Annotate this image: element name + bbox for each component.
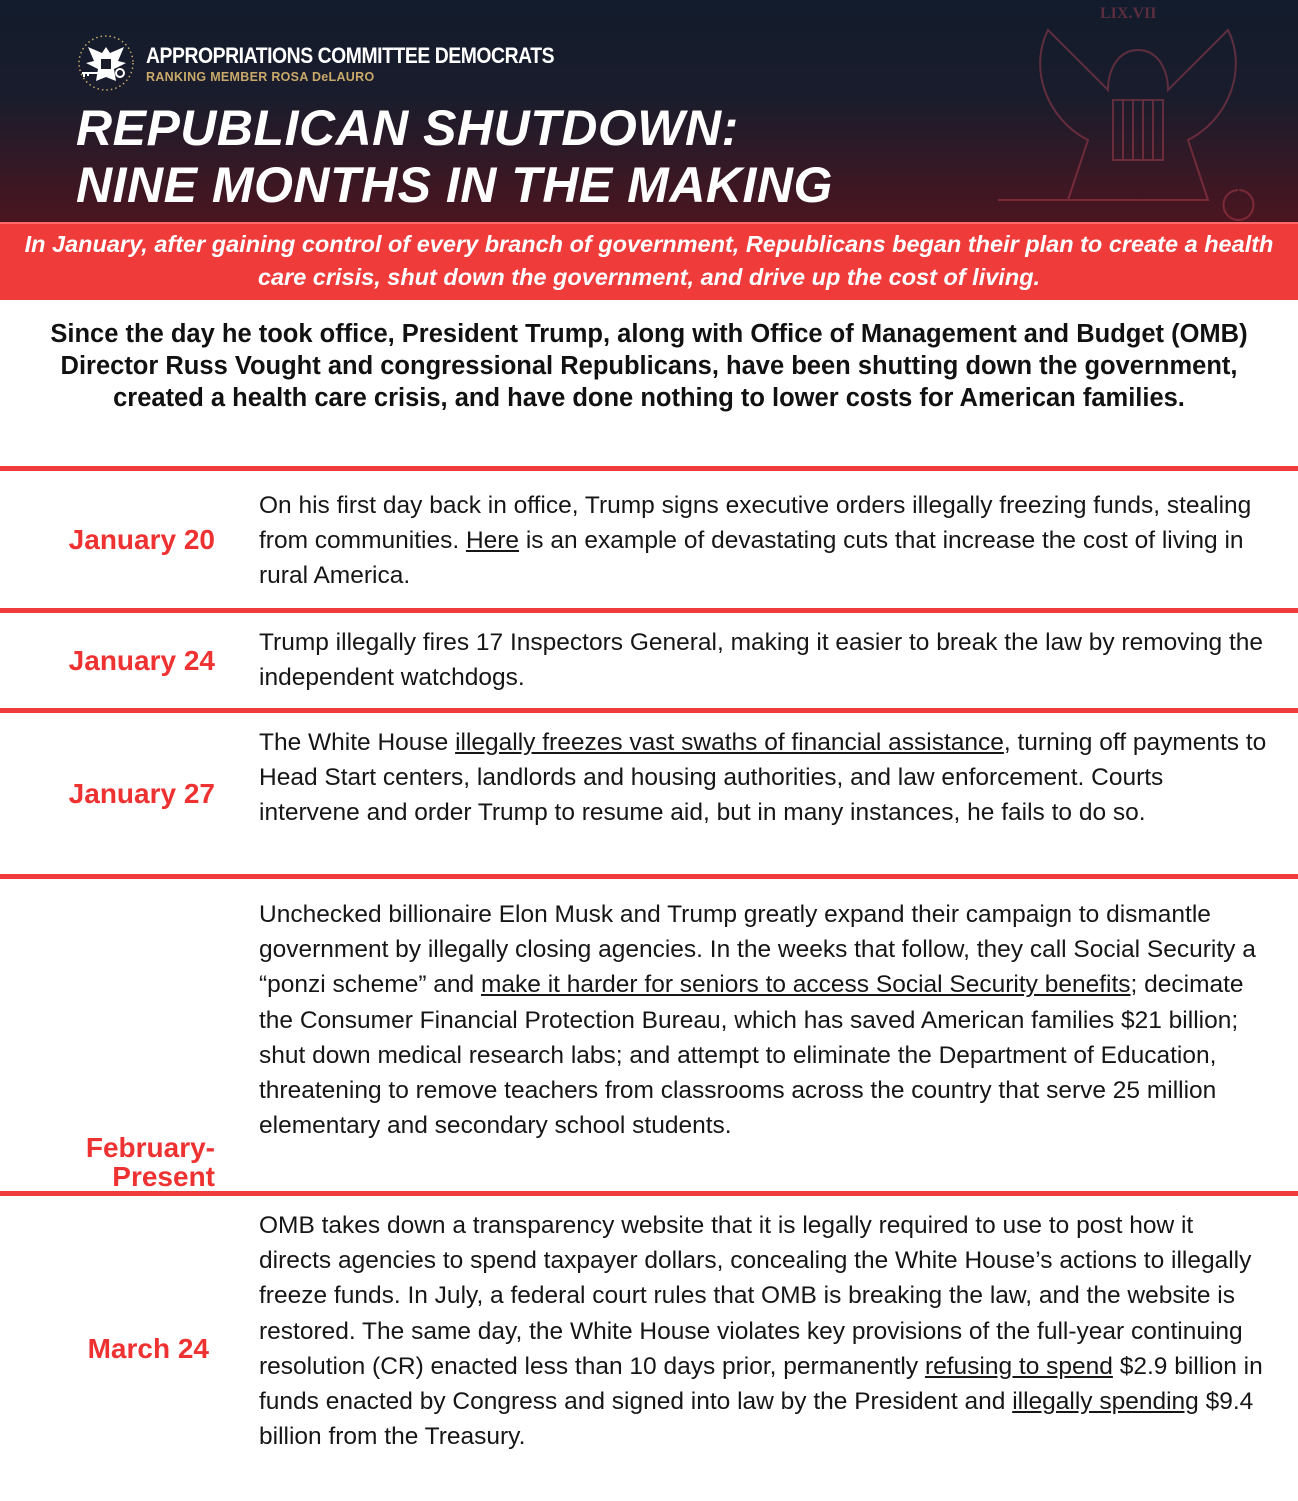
ranking-member: RANKING MEMBER ROSA DeLAURO [146,69,375,84]
text-segment: $9.4 billion from the Treasury. [259,1388,1254,1451]
timeline-text [259,713,1298,874]
eagle-seal-icon [74,33,138,93]
text-segment: Unchecked billionaire Elon Musk and Trump greatly expand their campaign to dismantle government by illegally closing agencies. In the weeks that follow, they call Social Security a “ponzi scheme” and [259,901,1256,999]
timeline-text: Trump illegally fires 17 Inspectors General, making it easier to break the law by removing the independent watchdogs. [259,629,1264,692]
text-segment: OMB takes down a transparency website that it is legally required to use to post how it directs agencies to spend taxpayer dollars, concealing the White House’s actions to illegally freeze funds. In July, a federal court rules that OMB is breaking the law, and the website is restored. The same day, the White House violates key provisions of the full-year continuing resolution (CR) enacted less than 10 days prior, permanently [259,1212,1252,1380]
text-segment: , turning off payments to Head Start centers, landlords and housing authorities, and law enforcement. Courts intervene and order Trump to resume aid, but in many instances, he fails to do so. [259,729,1267,827]
timeline-date: January 24 [68,645,215,676]
timeline-row [0,874,1298,1191]
text-segment: is an example of devastating cuts that increase the cost of living in rural America. [259,527,1244,590]
page-title [76,100,833,214]
text-segment: $2.9 billion in funds enacted by Congress and signed into law by the President and [259,1352,1263,1416]
timeline-text [259,1196,1298,1501]
title-line-2: NINE MONTHS IN THE MAKING [76,157,833,213]
title-line-1: REPUBLICAN SHUTDOWN: [76,100,739,156]
text-segment: ; decimate the Consumer Financial Protection Bureau, which has saved American families $21 billion; shut down medical research labs; and attempt to eliminate the Department of Education, threatening to remove teachers from classrooms across the country that serve 25 million elementary and secondary school students. [259,971,1244,1140]
timeline-row [0,1191,1298,1501]
text-segment: The White House [259,729,456,756]
timeline-date: January 27 [68,778,215,809]
freezes-assistance-link[interactable]: illegally freezes vast swaths of financial assistance [455,729,1004,756]
timeline-row [0,708,1298,874]
here-link[interactable]: Here [465,527,520,555]
committee-logo [74,33,610,93]
timeline-date: March 24 [87,1333,209,1364]
timeline-row [0,466,1298,608]
timeline-row [0,608,1298,708]
social-security-link[interactable]: make it harder for seniors to access Social Security benefits [480,971,1131,999]
date-line-1: February- [85,1132,215,1163]
timeline-date [0,879,259,1191]
header [0,0,1298,222]
org-name: APPROPRIATIONS COMMITTEE DEMOCRATS [146,42,555,68]
timeline-date: January 20 [68,524,215,555]
intro-text: Since the day he took office, President Trump, along with Office of Management and Budget (OMB) Director Russ Vought and congressional Republicans, have been shutting down the government, created a health care crisis, and have done nothing to lower costs for American families. [50,320,1248,412]
text-segment: On his first day back in office, Trump signs executive orders illegally freezing funds, stealing from communities. [259,492,1252,555]
date-line-2: Present [112,1161,215,1192]
summary-band: In January, after gaining control of every branch of government, Republicans began their plan to create a health care crisis, shut down the government, and drive up the cost of living. [0,222,1298,300]
seal-text: LIX.VII [1100,5,1157,22]
refusing-to-spend-link[interactable]: refusing to spend [924,1352,1113,1380]
timeline-text [259,879,1298,1191]
eagle-watermark-icon [978,0,1298,222]
timeline-text [259,471,1298,608]
illegally-spending-link[interactable]: illegally spending [1012,1388,1199,1416]
